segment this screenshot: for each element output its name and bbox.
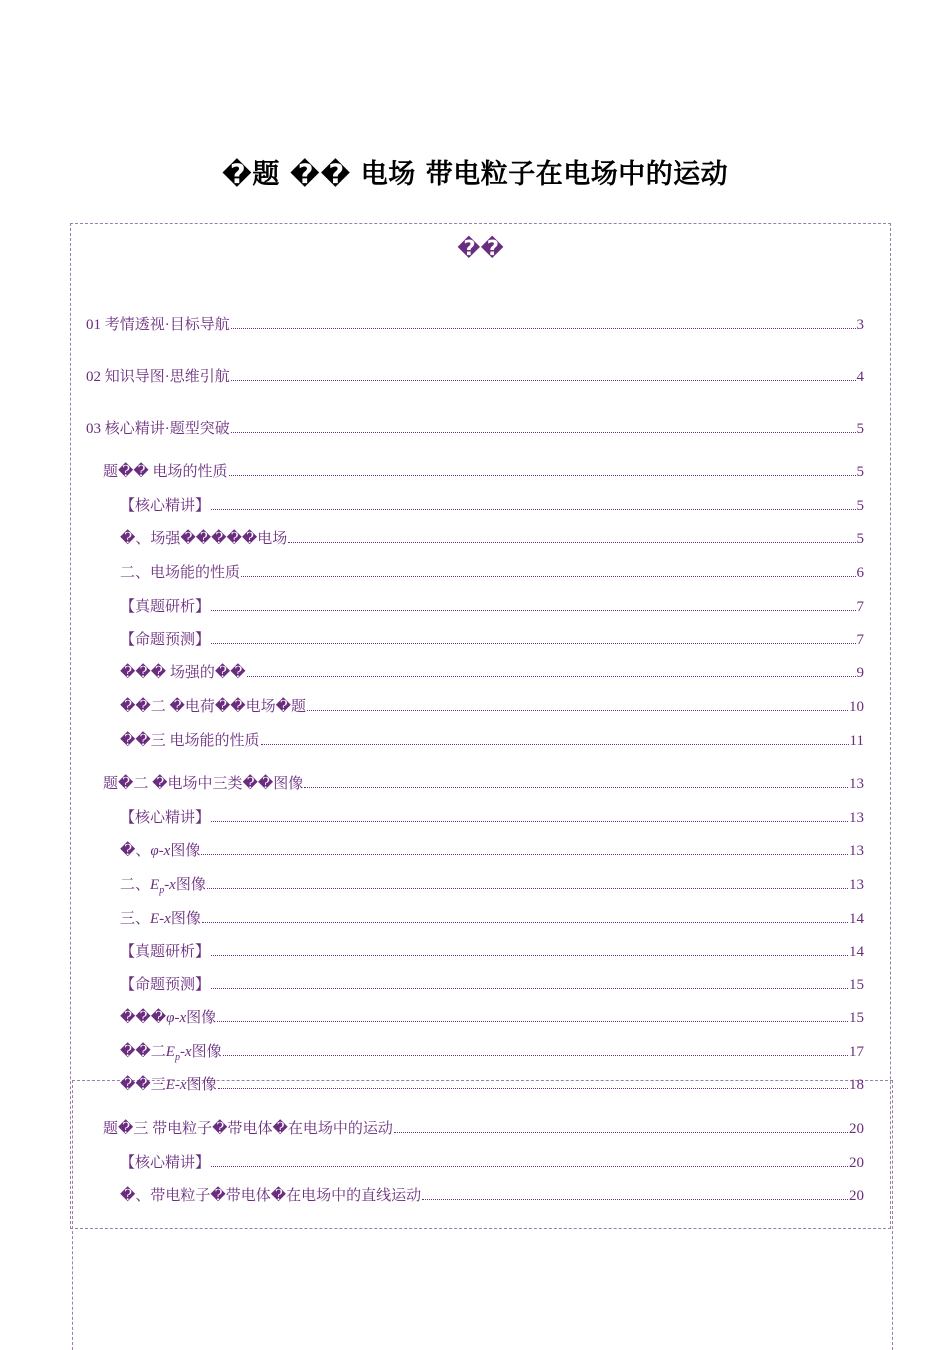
toc-page-number: 13 — [849, 877, 864, 893]
toc-entry[interactable] — [120, 806, 864, 827]
toc-leader — [422, 1199, 848, 1200]
toc-page-number: 7 — [856, 599, 864, 615]
toc-leader — [211, 955, 848, 956]
toc-page-number: 20 — [849, 1155, 864, 1171]
toc-leader — [288, 542, 855, 543]
toc-page-number: 5 — [856, 464, 864, 480]
toc-leader — [217, 1021, 848, 1022]
toc-leader — [304, 787, 848, 788]
toc-page-number: 10 — [849, 699, 864, 715]
toc-entry-title: 题�三 带电粒子�带电体�在电场中的运动 — [103, 1121, 393, 1137]
toc-page-number: 5 — [856, 531, 864, 547]
toc-page-number: 17 — [849, 1044, 864, 1060]
toc-page-number: 15 — [849, 1010, 864, 1026]
toc-entry-title-prefix: ��三 — [120, 1077, 166, 1093]
toc-page-number: 4 — [856, 369, 864, 385]
toc-page-number: 14 — [849, 944, 864, 960]
toc-page-number: 11 — [849, 733, 864, 749]
math-base: E — [165, 1044, 175, 1060]
toc-entry[interactable] — [120, 695, 864, 716]
toc-entry[interactable] — [120, 729, 864, 750]
toc-entry[interactable] — [120, 973, 864, 994]
toc-entry-title-suffix: 图像 — [170, 843, 201, 859]
math-subscript: p — [159, 885, 165, 896]
toc-leader — [211, 610, 855, 611]
toc-entry-title: �、带电粒子�带电体�在电场中的直线运动 — [120, 1188, 422, 1204]
math-rest: -x — [179, 1044, 192, 1060]
math-subscript: p — [174, 1052, 180, 1063]
toc-entry[interactable] — [120, 661, 864, 682]
toc-page-number: 20 — [849, 1121, 864, 1137]
toc-entry[interactable] — [103, 460, 864, 481]
toc-leader — [211, 643, 855, 644]
toc-leader — [231, 328, 856, 329]
toc-leader — [211, 1166, 848, 1167]
toc-entry-title: 【命题预测】 — [120, 977, 211, 993]
toc-leader — [307, 710, 848, 711]
toc-leader — [207, 888, 848, 889]
toc-entry[interactable] — [120, 527, 864, 548]
toc-entry-title: 【命题预测】 — [120, 632, 211, 648]
toc-entry-title-prefix: 二、 — [120, 877, 151, 893]
toc-entry-title-prefix: ��� — [120, 1010, 167, 1026]
toc-page-number: 13 — [849, 776, 864, 792]
toc-entry[interactable] — [120, 1040, 864, 1063]
toc-leader — [241, 576, 855, 577]
toc-entry-title: ��� 场强的�� — [120, 665, 246, 681]
toc-page-number: 13 — [849, 810, 864, 826]
toc-entry[interactable] — [86, 417, 864, 438]
toc-heading: �� — [457, 236, 504, 260]
toc-entry[interactable] — [120, 1151, 864, 1172]
toc-entry-title: 【核心精讲】 — [120, 810, 211, 826]
document-title: �题 �� 电场 带电粒子在电场中的运动 — [221, 159, 729, 190]
toc-entry[interactable] — [120, 1006, 864, 1027]
toc-entry-title-suffix: 图像 — [186, 1077, 217, 1093]
toc-entry-title: 02 知识导图·思维引航 — [86, 369, 230, 385]
toc-leader — [394, 1132, 848, 1133]
toc-page-number: 5 — [856, 421, 864, 437]
toc-entry-title-suffix: 图像 — [191, 1044, 222, 1060]
toc-entry[interactable] — [103, 772, 864, 793]
toc-entry-math — [150, 877, 176, 896]
toc-entry[interactable] — [103, 1117, 864, 1138]
toc-page-number: 9 — [856, 665, 864, 681]
toc-entry[interactable] — [120, 1184, 864, 1205]
toc-entry-title: 【真题研析】 — [120, 944, 211, 960]
toc-leader — [211, 509, 855, 510]
toc-entry-title-prefix: ��二 — [120, 1044, 166, 1060]
toc-entry-title: 【核心精讲】 — [120, 498, 211, 514]
toc-page-number: 3 — [856, 317, 864, 333]
toc-entry[interactable] — [120, 561, 864, 582]
toc-entry[interactable] — [120, 595, 864, 616]
toc-entry-title: 01 考情透视·目标导航 — [86, 317, 230, 333]
math-base: E — [150, 877, 160, 893]
toc-entry-math: φ-x — [150, 843, 171, 859]
toc-entry-title: ��三 电场能的性质 — [120, 733, 260, 749]
toc-entry-math — [166, 1044, 192, 1063]
toc-leader — [218, 1088, 848, 1089]
toc-entry-math: φ-x — [166, 1010, 187, 1026]
toc-entry-title: �、场强�����电场 — [120, 531, 288, 547]
toc-entry[interactable] — [120, 907, 864, 928]
toc-entry-title-suffix: 图像 — [175, 877, 206, 893]
toc-entry[interactable] — [120, 1073, 864, 1094]
toc-entry-title: 03 核心精讲·题型突破 — [86, 421, 230, 437]
toc-page-number: 7 — [856, 632, 864, 648]
toc-leader — [211, 821, 848, 822]
toc-entry[interactable] — [120, 940, 864, 961]
toc-page-number: 20 — [849, 1188, 864, 1204]
toc-leader — [223, 1055, 848, 1056]
toc-entry-title-prefix: 三、 — [120, 911, 151, 927]
toc-page-number: 15 — [849, 977, 864, 993]
toc-leader — [229, 475, 856, 476]
math-rest: -x — [164, 877, 176, 893]
toc-page-number: 6 — [856, 565, 864, 581]
toc-entry[interactable] — [120, 494, 864, 515]
toc-entry-title-suffix: 图像 — [186, 1010, 217, 1026]
toc-leader — [201, 854, 848, 855]
toc-page-number: 5 — [856, 498, 864, 514]
toc-leader — [231, 380, 856, 381]
toc-page-number: 18 — [849, 1077, 864, 1093]
toc-entry-math: E-x — [150, 911, 171, 927]
toc-entry-title: ��二 �电荷��电场�题 — [120, 699, 307, 715]
toc-entry-title-suffix: 图像 — [170, 911, 201, 927]
toc-leader — [231, 432, 856, 433]
toc-leader — [247, 676, 856, 677]
toc-entry[interactable] — [120, 628, 864, 649]
toc-entry-title-prefix: �、 — [120, 843, 151, 859]
toc-leader — [211, 988, 848, 989]
toc-entry[interactable] — [86, 313, 864, 334]
toc-entry[interactable] — [120, 839, 864, 860]
toc-entry-title: 二、电场能的性质 — [120, 565, 241, 581]
toc-leader — [261, 744, 849, 745]
toc-entry-title: 题�� 电场的性质 — [103, 464, 228, 480]
toc-page-number: 14 — [849, 911, 864, 927]
toc-entry-math: E-x — [165, 1077, 187, 1093]
toc-page-number: 13 — [849, 843, 864, 859]
toc-entry[interactable] — [86, 365, 864, 386]
toc-entry-title: 【核心精讲】 — [120, 1155, 211, 1171]
toc-leader — [202, 922, 848, 923]
toc-entry[interactable] — [120, 873, 864, 896]
toc-entry-title: 题�二 �电场中三类��图像 — [103, 776, 304, 792]
toc-entry-title: 【真题研析】 — [120, 599, 211, 615]
